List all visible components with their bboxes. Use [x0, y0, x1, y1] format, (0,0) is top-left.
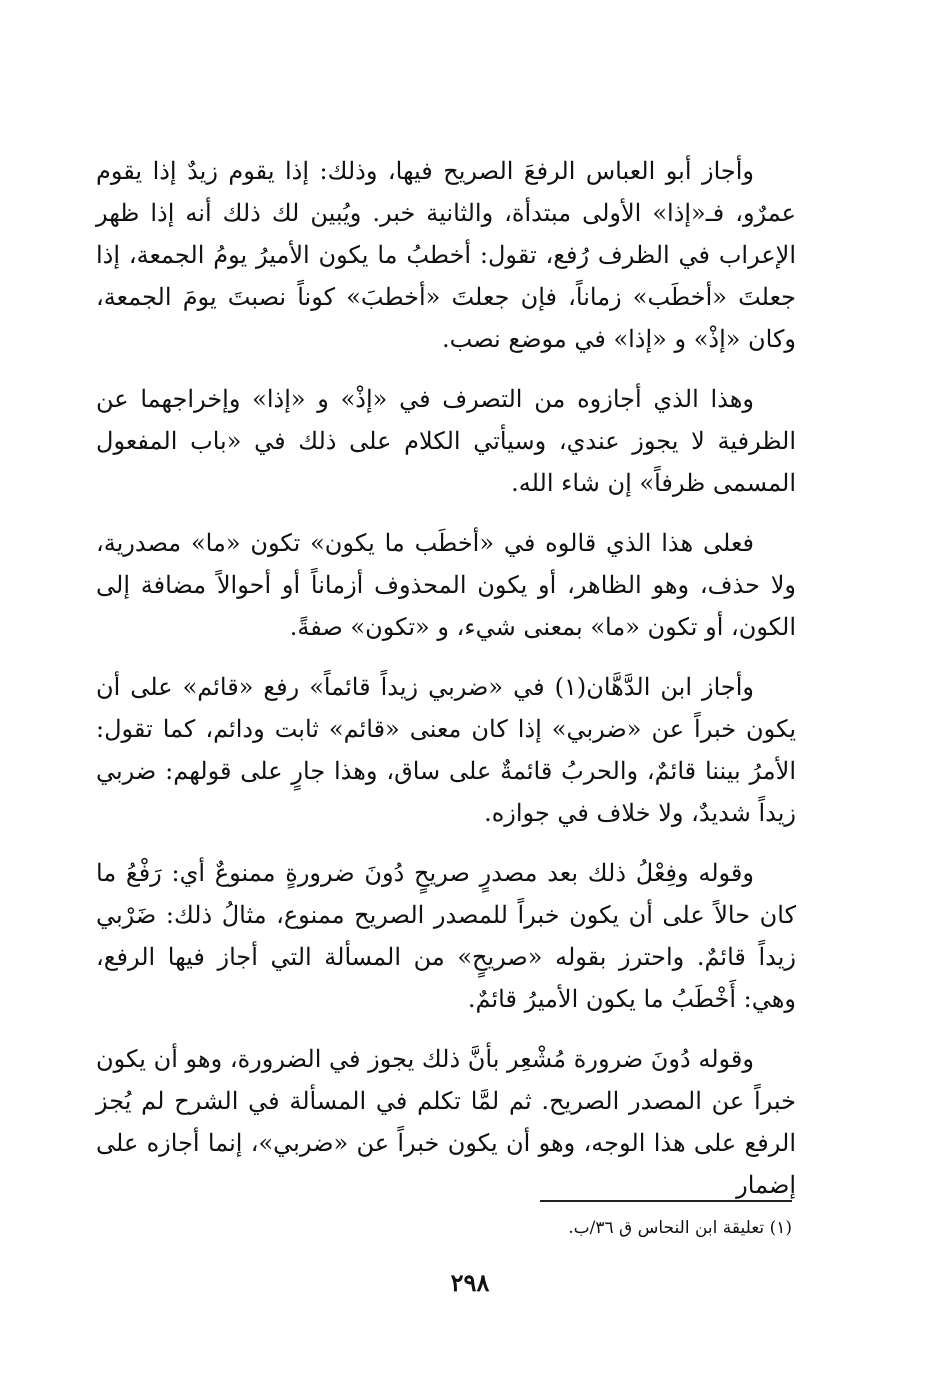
paragraph-2: وهذا الذي أجازوه من التصرف في «إذْ» و «إذا» وإخراجهما عن الظرفية لا يجوز عندي، وسيأتي الكلام على ذلك في «باب المفعول المسمى ظرفاً» إن شاء الله.: [96, 385, 796, 497]
paragraph-3: فعلى هذا الذي قالوه في «أخطَب ما يكون» تكون «ما» مصدرية، ولا حذف، وهو الظاهر، أو يكون المحذوف أزماناً أو أحوالاً مضافة إلى الكون، أو تكون «ما» بمعنى شيء، و «تكون» صفةً.: [96, 529, 796, 641]
main-text: [96, 150, 796, 1224]
paragraph-1: وأجاز أبو العباس الرفعَ الصريح فيها، وذلك: إذا يقوم زيدٌ إذا يقوم عمرٌو، فـ«إذا» الأولى مبتدأة، والثانية خبر. ويُبين لك ذلك أنه إذا ظهر الإعراب في الظرف رُفع، تقول: أخطبُ ما يكون الأميرُ يومُ الجمعة، إذا جعلتَ «أخطَب» زماناً، فإن جعلتَ «أخطبَ» كوناً نصبتَ يومَ الجمعة، وكان «إذْ» و «إذا» في موضع نصب.: [96, 157, 796, 353]
paragraph-4: وأجاز ابن الدَّهَّان(١) في «ضربي زيداً قائماً» رفع «قائم» على أن يكون خبراً عن «ضربي» إذا كان معنى «قائم» ثابت ودائم، كما تقول: الأمرُ بيننا قائمٌ، والحربُ قائمةٌ على ساق، وهذا جارٍ على قولهم: ضربي زيداً شديدٌ، ولا خلاف في جوازه.: [96, 673, 796, 827]
paragraph-5: وقوله وفِعْلُ ذلك بعد مصدرٍ صريحٍ دُونَ ضرورةٍ ممنوعٌ أي: رَفْعُ ما كان حالاً على أن يكون خبراً للمصدر الصريح ممنوع، مثالُ ذلك: ضَرْبي زيداً قائمٌ. واحترز بقوله «صريحٍ» من المسألة التي أجاز فيها الرفع، وهي: أَخْطَبُ ما يكون الأميرُ قائمٌ.: [96, 859, 796, 1013]
footnote-divider: [540, 1200, 792, 1202]
paragraph-6: وقوله دُونَ ضرورة مُشْعِر بأنَّ ذلك يجوز في الضرورة، وهو أن يكون خبراً عن المصدر الصريح. ثم لمَّا تكلم في المسألة في الشرح لم يُجز الرفع على هذا الوجه، وهو أن يكون خبراً عن «ضربي»، إنما أجازه على إضمار: [96, 1045, 796, 1199]
footnote: (١) تعليقة ابن النحاس ق ٣٦/ب.: [568, 1218, 792, 1238]
page-number: ٢٩٨: [450, 1268, 490, 1297]
